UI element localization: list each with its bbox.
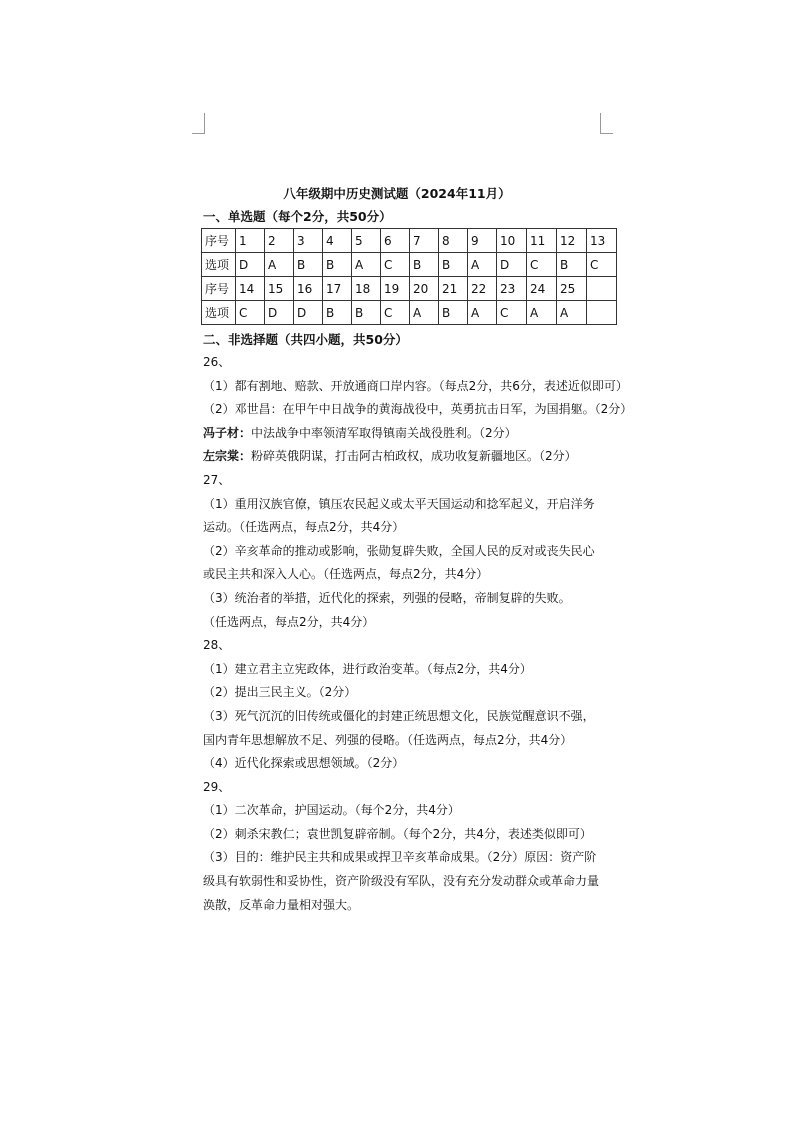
q26-person-name: 冯子材： <box>203 425 252 440</box>
table-cell: 18 <box>352 277 381 301</box>
q28-answer-2: （2）提出三民主义。（2分） <box>203 685 357 700</box>
table-cell: 9 <box>468 229 497 253</box>
section-1-title: 一、单选题（每个2分，共50分） <box>203 209 392 224</box>
table-cell: C <box>587 253 617 277</box>
q28-answer-4: （4）近代化探索或思想领域。（2分） <box>203 756 405 771</box>
table-cell: 22 <box>468 277 497 301</box>
answer-table <box>201 228 617 325</box>
table-cell: C <box>497 301 527 325</box>
table-cell: B <box>294 253 323 277</box>
table-cell: 24 <box>527 277 557 301</box>
table-cell: 7 <box>410 229 439 253</box>
table-cell: B <box>352 301 381 325</box>
table-cell: B <box>323 301 352 325</box>
table-cell: B <box>323 253 352 277</box>
table-cell: 11 <box>527 229 557 253</box>
table-cell: 16 <box>294 277 323 301</box>
table-row-header: 选项 <box>202 301 236 325</box>
table-cell: 10 <box>497 229 527 253</box>
q26-person-name: 左宗棠： <box>203 449 252 464</box>
q26-answer-4 <box>203 445 603 469</box>
section-2-title: 二、非选择题（共四小题，共50分） <box>203 332 408 347</box>
table-cell: B <box>557 253 587 277</box>
table-row-header: 选项 <box>202 253 236 277</box>
table-cell: D <box>294 301 323 325</box>
question-29-number: 29、 <box>203 779 231 794</box>
table-cell: A <box>527 301 557 325</box>
table-cell: D <box>265 301 294 325</box>
q28-answer-1: （1）建立君主立宪政体，进行政治变革。（每点2分，共4分） <box>203 661 532 676</box>
q27-answer-3-note: （任选两点，每点2分，共4分） <box>203 614 375 629</box>
table-row-header: 序号 <box>202 229 236 253</box>
table-cell: 5 <box>352 229 381 253</box>
q27-answer-3: （3）统治者的举措，近代化的探索，列强的侵略，帝制复辟的失败。 <box>203 590 571 605</box>
page-corner-mark-left <box>192 113 205 134</box>
question-27-number: 27、 <box>203 472 231 487</box>
table-cell: B <box>439 253 468 277</box>
q26-answer-3 <box>203 422 603 446</box>
table-cell: 8 <box>439 229 468 253</box>
table-cell: C <box>381 253 410 277</box>
table-row <box>202 277 617 301</box>
table-cell: 6 <box>381 229 410 253</box>
table-row-header: 序号 <box>202 277 236 301</box>
q26-answer-2: （2）邓世昌：在甲午中日战争的黄海战役中，英勇抗击日军，为国捐躯。（2分） <box>203 402 633 417</box>
table-cell: C <box>527 253 557 277</box>
q29-answer-2: （2）刺杀宋教仁；袁世凯复辟帝制。（每个2分，共4分，表述类似即可） <box>203 826 592 841</box>
question-26-number: 26、 <box>203 355 231 369</box>
table-cell: 21 <box>439 277 468 301</box>
table-cell: A <box>352 253 381 277</box>
table-cell: A <box>265 253 294 277</box>
page-corner-mark-right <box>600 113 613 134</box>
table-cell: 14 <box>236 277 265 301</box>
q27-answer-2: （2）辛亥革命的推动或影响，张勋复辟失败，全国人民的反对或丧失民心或民主共和深入人心。（任选两点，每点2分，共4分） <box>203 543 595 582</box>
table-cell <box>587 277 617 301</box>
table-cell: D <box>497 253 527 277</box>
q26-answer-3-text: 中法战争中率领清军取得镇南关战役胜利。（2分） <box>251 425 517 440</box>
table-cell: 25 <box>557 277 587 301</box>
table-cell: 2 <box>265 229 294 253</box>
table-cell: A <box>557 301 587 325</box>
table-cell: D <box>236 253 265 277</box>
table-row <box>202 229 617 253</box>
table-cell: B <box>410 253 439 277</box>
table-cell: C <box>236 301 265 325</box>
table-cell: 12 <box>557 229 587 253</box>
table-cell: 20 <box>410 277 439 301</box>
table-cell: 19 <box>381 277 410 301</box>
table-cell <box>587 301 617 325</box>
table-cell: B <box>439 301 468 325</box>
table-cell: 1 <box>236 229 265 253</box>
table-cell: 23 <box>497 277 527 301</box>
table-cell: 4 <box>323 229 352 253</box>
table-row <box>202 253 617 277</box>
table-cell: 17 <box>323 277 352 301</box>
table-cell: 3 <box>294 229 323 253</box>
q27-answer-1: （1）重用汉族官僚，镇压农民起义或太平天国运动和捻军起义，开启洋务运动。（任选两点，每点2分，共4分） <box>203 496 595 535</box>
question-28-number: 28、 <box>203 638 231 653</box>
table-cell: 15 <box>265 277 294 301</box>
q26-answer-4-text: 粉碎英俄阴谋，打击阿古柏政权，成功收复新疆地区。（2分） <box>251 449 577 464</box>
table-cell: C <box>381 301 410 325</box>
table-cell: 13 <box>587 229 617 253</box>
q28-answer-3: （3）死气沉沉的旧传统或僵化的封建正统思想文化，民族觉醒意识不强，国内青年思想解放不足、列强的侵略。（任选两点，每点2分，共4分） <box>203 708 595 747</box>
table-row <box>202 301 617 325</box>
table-cell: A <box>468 301 497 325</box>
q29-answer-1: （1）二次革命，护国运动。（每个2分，共4分） <box>203 803 460 818</box>
q29-answer-3: （3）目的：维护民主共和成果或捍卫辛亥革命成果。（2分）原因：资产阶级具有软弱性和妥协性，资产阶级没有军队，没有充分发动群众或革命力量涣散，反革命力量相对强大。 <box>203 850 600 912</box>
table-cell: A <box>468 253 497 277</box>
table-cell: A <box>410 301 439 325</box>
answer-body <box>203 351 633 917</box>
q26-answer-1: （1）都有割地、赔款、开放通商口岸内容。（每点2分，共6分，表述近似即可） <box>203 378 628 393</box>
document-title: 八年级期中历史测试题（2024年11月） <box>283 186 511 201</box>
